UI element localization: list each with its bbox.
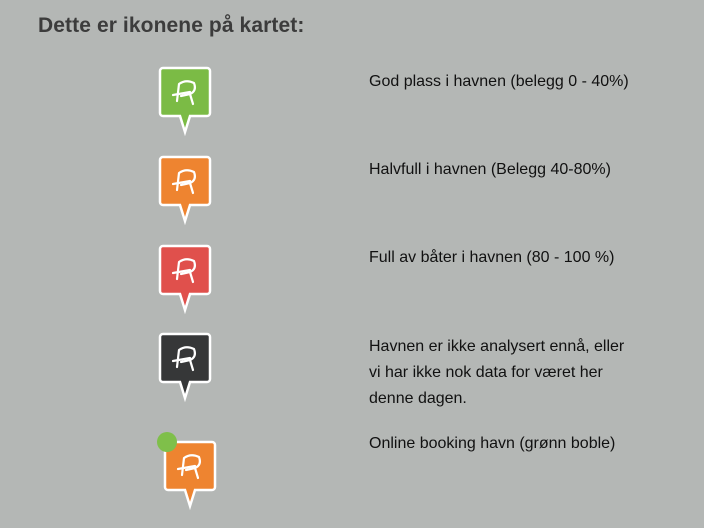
harbor-marker-orange-icon — [159, 155, 219, 229]
harbor-marker-dark-icon — [159, 332, 219, 406]
legend-label-dark-line-3: denne dagen. — [369, 390, 467, 407]
legend-label-red: Full av båter i havnen (80 - 100 %) — [369, 249, 615, 266]
harbor-marker-red-icon — [159, 244, 219, 318]
legend-label-orange: Halvfull i havnen (Belegg 40-80%) — [369, 161, 611, 178]
page-title: Dette er ikonene på kartet: — [38, 14, 305, 37]
booking-bubble-icon — [157, 432, 177, 452]
legend-label-dark-line-1: Havnen er ikke analysert ennå, eller — [369, 338, 625, 355]
legend-label-dark — [369, 334, 624, 412]
harbor-marker-booking-icon — [164, 440, 224, 514]
legend-label-green: God plass i havnen (belegg 0 - 40%) — [369, 73, 629, 90]
harbor-marker-green-icon — [159, 66, 219, 140]
legend-label-booking: Online booking havn (grønn boble) — [369, 435, 616, 452]
legend-label-dark-line-2: vi har ikke nok data for været her — [369, 364, 603, 381]
